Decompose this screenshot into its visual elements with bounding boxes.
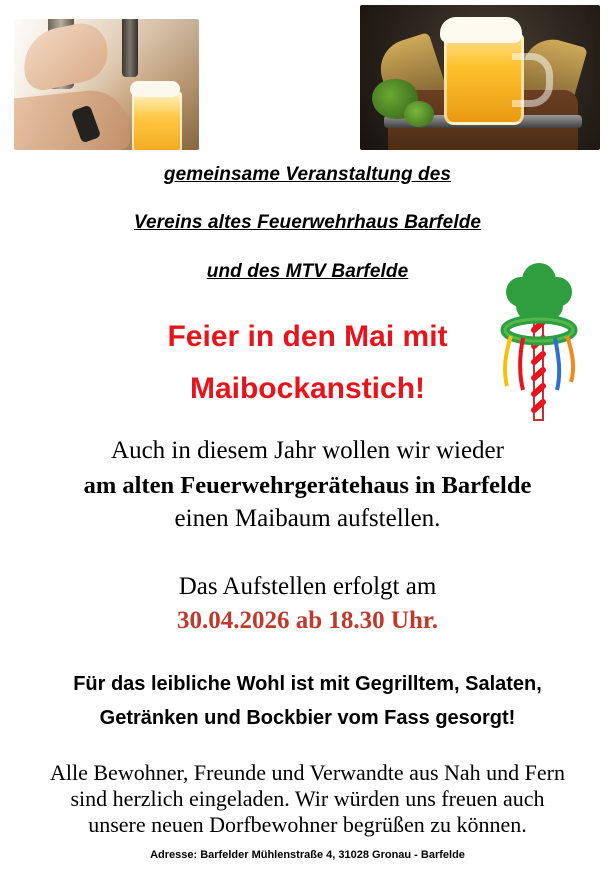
body-line-4: Das Aufstellen erfolgt am: [178, 573, 437, 600]
body-line-3: einen Maibaum aufstellen.: [174, 505, 441, 532]
body-line-2-location: am alten Feuerwehrgerätehaus in Barfelde: [83, 472, 532, 499]
body-line-1: Auch in diesem Jahr wollen wir wieder: [111, 437, 504, 464]
flyer-title-line-2: Maibockanstich!: [189, 372, 426, 405]
organizer-heading-line-2: Vereins altes Feuerwehrhaus Barfelde: [133, 212, 482, 233]
event-datetime: 30.04.2026 ab 18.30 Uhr.: [177, 607, 438, 634]
mug-handle-shape: [512, 53, 553, 107]
beer-glass-icon: [132, 91, 182, 150]
organizer-heading-line-3: und des MTV Barfelde: [206, 261, 409, 282]
organizer-heading-line-1: gemeinsame Veranstaltung des: [163, 164, 452, 185]
hop-cone-icon: [404, 101, 434, 127]
catering-line-2: Getränken und Bockbier vom Fass gesorgt!: [99, 707, 516, 729]
invitation-line-2: sind herzlich eingeladen. Wir würden uns freuen auch: [70, 786, 545, 811]
beer-foam-shape: [440, 17, 522, 43]
invitation-line-1: Alle Bewohner, Freunde und Verwandte aus Nah und Fern: [50, 760, 565, 785]
beer-foam-shape: [130, 81, 180, 97]
photo-beer-mug-barrel: [360, 5, 600, 150]
address-footer: Adresse: Barfelder Mühlenstraße 4, 31028 Gronau - Barfelde: [150, 849, 465, 861]
photo-hands-pouring-beer: [14, 19, 199, 150]
catering-line-1: Für das leibliche Wohl ist mit Gegrilltem, Salaten,: [73, 673, 542, 695]
invitation-line-3: unsere neuen Dorfbewohner begrüßen zu können.: [88, 812, 527, 837]
flyer-title-line-1: Feier in den Mai mit: [167, 320, 448, 353]
beer-tap-secondary-icon: [122, 19, 138, 77]
